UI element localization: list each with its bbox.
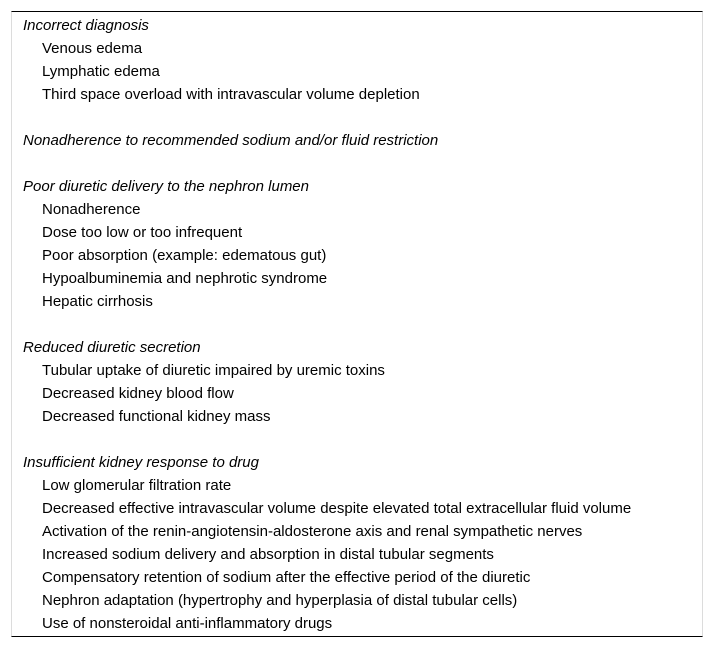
section-spacer [23, 428, 702, 451]
list-item: Poor absorption (example: edematous gut) [42, 247, 327, 264]
list-item: Nephron adaptation (hypertrophy and hyperplasia of distal tubular cells) [42, 592, 518, 609]
list-item: Nonadherence [42, 201, 141, 218]
list-item: Decreased functional kidney mass [42, 408, 271, 425]
section-heading: Incorrect diagnosis [23, 17, 149, 34]
list-item: Activation of the renin-angiotensin-aldosterone axis and renal sympathetic nerves [42, 523, 583, 540]
list-item: Increased sodium delivery and absorption in distal tubular segments [42, 546, 494, 563]
section-spacer [23, 152, 702, 175]
list-item: Venous edema [42, 40, 143, 57]
section-spacer [23, 313, 702, 336]
causes-table [11, 11, 703, 637]
list-item: Hepatic cirrhosis [42, 293, 153, 310]
list-item: Tubular uptake of diuretic impaired by uremic toxins [42, 362, 385, 379]
list-item: Third space overload with intravascular volume depletion [42, 86, 420, 103]
list-item: Decreased effective intravascular volume despite elevated total extracellular fluid volume [42, 500, 632, 517]
section-heading: Poor diuretic delivery to the nephron lumen [23, 178, 309, 195]
list-item: Compensatory retention of sodium after the effective period of the diuretic [42, 569, 531, 586]
list-item: Dose too low or too infrequent [42, 224, 243, 241]
list-item: Low glomerular filtration rate [42, 477, 232, 494]
table-content [23, 14, 702, 635]
section-heading: Nonadherence to recommended sodium and/or fluid restriction [23, 132, 439, 149]
section-spacer [23, 106, 702, 129]
list-item: Use of nonsteroidal anti-inflammatory drugs [42, 615, 333, 632]
section-heading: Reduced diuretic secretion [23, 339, 201, 356]
list-item: Hypoalbuminemia and nephrotic syndrome [42, 270, 328, 287]
list-item: Lymphatic edema [42, 63, 160, 80]
list-item: Decreased kidney blood flow [42, 385, 234, 402]
section-heading: Insufficient kidney response to drug [23, 454, 259, 471]
